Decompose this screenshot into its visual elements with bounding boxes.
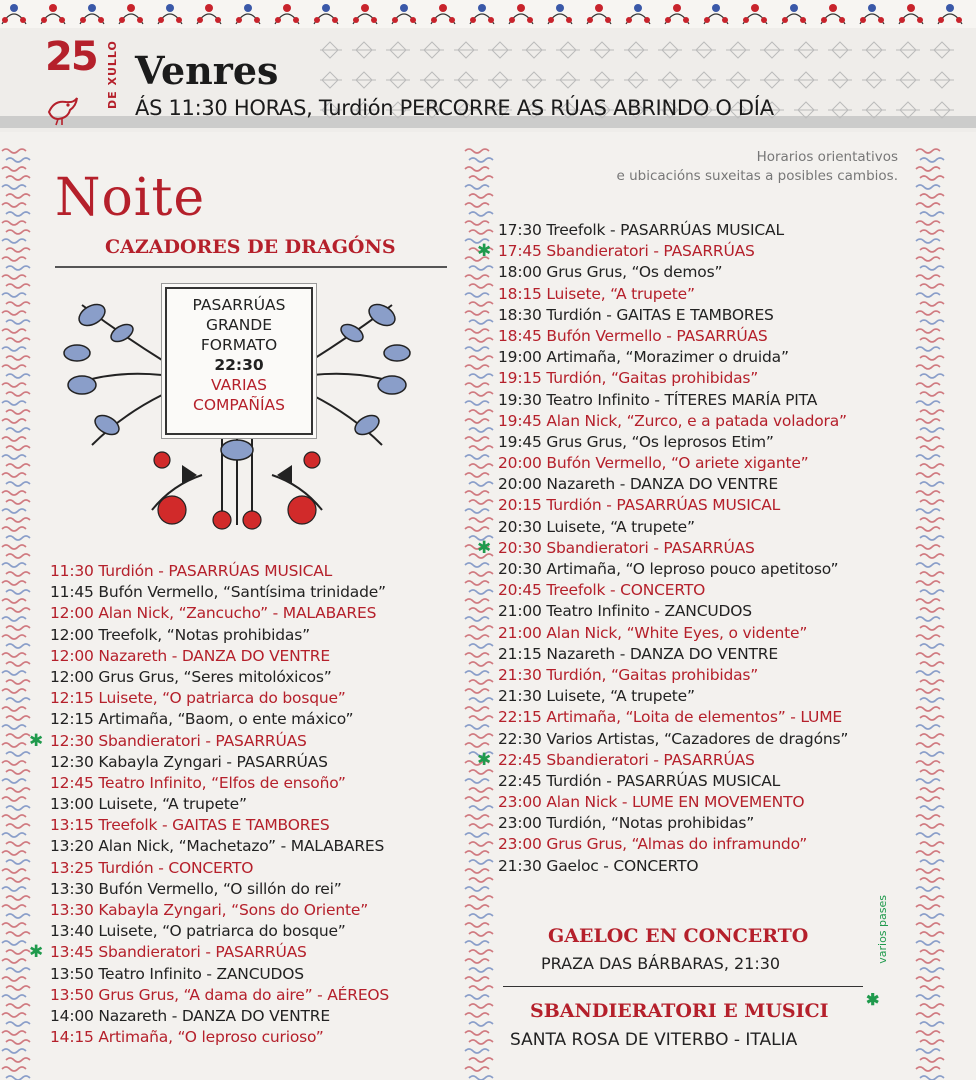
schedule-item-text: 19:45 Alan Nick, “Zurco, e a patada voladora” <box>498 411 847 430</box>
schedule-item <box>50 752 389 773</box>
asterisk-icon: ✱ <box>477 537 492 558</box>
schedule-item-text: 14:15 Artimaña, “O leproso curioso” <box>50 1028 324 1047</box>
schedule-item <box>50 667 389 688</box>
schedule-item-text: 21:30 Luisete, “A trupete” <box>498 687 695 706</box>
schedule-item-text: 13:40 Luisete, “O patriarca do bosque” <box>50 922 346 941</box>
feature-time: 22:30 <box>214 356 264 374</box>
schedule-item <box>498 517 848 538</box>
feature-line-6: COMPAÑÍAS <box>193 396 285 414</box>
schedule-item <box>50 1027 389 1048</box>
schedule-item-text: 18:00 Grus Grus, “Os demos” <box>498 263 723 282</box>
schedule-item <box>50 815 389 836</box>
schedule-item <box>498 623 848 644</box>
note-line-1: Horarios orientativos <box>756 149 898 165</box>
schedule-item-text: 23:00 Alan Nick - LUME EN MOVEMENTO <box>498 793 805 812</box>
section-divider <box>55 266 447 268</box>
schedule-item <box>498 262 848 283</box>
asterisk-icon: ✱ <box>477 241 492 262</box>
schedule-item <box>498 813 848 834</box>
schedule-item-text: 13:15 Treefolk - GAITAS E TAMBORES <box>50 816 330 835</box>
schedule-item <box>50 836 389 857</box>
schedule-item-text: 20:30 Sbandieratori - PASARRÚAS <box>498 538 755 557</box>
schedule-item <box>498 220 848 241</box>
schedule-item-text: 21:00 Alan Nick, “White Eyes, o vidente” <box>498 623 808 642</box>
schedule-item <box>498 644 848 665</box>
schedule-item <box>498 432 848 453</box>
schedule-item-text: 19:15 Turdión, “Gaitas prohibidas” <box>498 369 759 388</box>
feature-line-2: GRANDE <box>205 316 273 334</box>
schedule-item <box>498 474 848 495</box>
schedule-item <box>50 964 389 985</box>
schedule-item <box>498 284 848 305</box>
schedule-item-text: 23:00 Turdión, “Notas prohibidas” <box>498 814 755 833</box>
side-pattern-right <box>914 145 946 1080</box>
section-subtitle: CAZADORES DE DRAGÓNS <box>105 236 396 258</box>
schedule-item <box>498 305 848 326</box>
schedule-item <box>50 1006 389 1027</box>
schedule-item-text: 20:15 Turdión - PASARRÚAS MUSICAL <box>498 496 781 515</box>
schedule-item-text: 19:00 Artimaña, “Morazimer o druida” <box>498 348 789 367</box>
schedule-item <box>50 879 389 900</box>
schedule-item-text: 21:30 Gaeloc - CONCERTO <box>498 856 699 875</box>
schedule-item-text: 12:45 Teatro Infinito, “Elfos de ensoño” <box>50 773 346 792</box>
varios-pases-label: varios pases <box>876 895 889 964</box>
schedule-item-text: 11:45 Bufón Vermello, “Santísima trinidade” <box>50 583 386 602</box>
schedule-item-text: 13:50 Grus Grus, “A dama do aire” - AÉREOS <box>50 985 390 1004</box>
schedule-item-text: 20:30 Artimaña, “O leproso pouco apetitoso” <box>498 560 839 578</box>
schedule-item <box>50 688 389 709</box>
schedule-item-text: 14:00 Nazareth - DANZA DO VENTRE <box>50 1006 330 1025</box>
schedule-item <box>498 368 848 389</box>
schedule-item <box>50 985 389 1006</box>
schedule-item <box>50 625 389 646</box>
schedule-item <box>498 686 848 707</box>
schedule-item-text: 20:30 Luisete, “A trupete” <box>498 517 695 536</box>
schedule-item-text: 23:00 Grus Grus, “Almas do inframundo” <box>498 835 808 854</box>
schedule-item-text: 13:20 Alan Nick, “Machetazo” - MALABARES <box>50 837 385 856</box>
asterisk-icon: ✱ <box>29 730 44 751</box>
schedule-item-text: 21:00 Teatro Infinito - ZANCUDOS <box>498 602 752 621</box>
schedule-item <box>50 582 389 603</box>
schedule-item-text: 18:15 Luisete, “A trupete” <box>498 284 695 303</box>
schedule-item <box>498 326 848 347</box>
schedule-item-text: 13:30 Bufón Vermello, “O sillón do rei” <box>50 879 342 898</box>
sbandieratori-title: SBANDIERATORI E MUSICI <box>530 1000 829 1022</box>
bird-icon <box>46 92 80 126</box>
schedule-item <box>498 707 848 728</box>
asterisk-icon: ✱ <box>866 990 880 1009</box>
gaeloc-place: PRAZA DAS BÁRBARAS, 21:30 <box>541 954 781 973</box>
schedule-item-text: 17:30 Treefolk - PASARRÚAS MUSICAL <box>498 221 784 239</box>
schedule-item-text: 12:00 Grus Grus, “Seres mitolóxicos” <box>50 667 332 686</box>
schedule-item-text: 19:30 Teatro Infinito - TÍTERES MARÍA PITA <box>498 390 818 409</box>
schedule-item-text: 12:00 Treefolk, “Notas prohibidas” <box>50 625 310 644</box>
schedule-right-list <box>477 220 849 877</box>
schedule-item <box>50 900 389 921</box>
asterisk-icon: ✱ <box>29 942 44 963</box>
schedule-item-text: 12:30 Kabayla Zyngari - PASARRÚAS <box>50 752 328 771</box>
note-line-2: e ubicacións suxeitas a posibles cambios. <box>616 168 898 184</box>
schedule-item-text: 11:30 Turdión - PASARRÚAS MUSICAL <box>50 562 333 580</box>
schedule-left-list <box>29 561 390 1048</box>
schedule-item <box>50 709 389 730</box>
folk-pattern-top-band <box>0 0 976 28</box>
weekday-title: Venres <box>135 48 279 93</box>
schedule-item-text: 12:15 Luisete, “O patriarca do bosque” <box>50 689 346 708</box>
section-title-noite: Noite <box>55 168 206 228</box>
schedule-item <box>498 453 848 474</box>
schedule-item <box>498 580 848 601</box>
schedule-item-text: 22:30 Varios Artistas, “Cazadores de dragóns” <box>498 729 849 748</box>
schedule-item-text: 20:45 Treefolk - CONCERTO <box>498 581 706 600</box>
schedule-item-text: 13:45 Sbandieratori - PASARRÚAS <box>50 943 307 962</box>
schedule-item-text: 21:30 Turdión, “Gaitas prohibidas” <box>498 665 759 684</box>
schedule-item <box>498 559 848 580</box>
feature-line-5: VARIAS <box>211 376 267 394</box>
schedule-item <box>498 856 848 877</box>
sbandieratori-place: SANTA ROSA DE VITERBO - ITALIA <box>510 1030 798 1050</box>
schedule-item <box>498 411 848 432</box>
schedule-item <box>498 834 848 855</box>
schedule-item-text: 22:45 Turdión - PASARRÚAS MUSICAL <box>498 771 781 790</box>
schedule-item <box>50 921 389 942</box>
schedule-item <box>50 646 389 667</box>
schedule-item-text: 22:15 Artimaña, “Loita de elementos” - LUME <box>498 708 842 727</box>
asterisk-icon: ✱ <box>477 749 492 770</box>
schedule-item <box>29 730 389 752</box>
schedule-item <box>498 390 848 411</box>
feature-line-3: FORMATO <box>200 336 278 354</box>
schedule-item-text: 12:00 Nazareth - DANZA DO VENTRE <box>50 646 330 665</box>
schedule-item-text: 18:30 Turdión - GAITAS E TAMBORES <box>498 305 774 324</box>
date-month: DE XULLO <box>106 40 119 109</box>
schedule-item <box>498 601 848 622</box>
schedule-item <box>498 665 848 686</box>
schedule-item-text: 13:50 Teatro Infinito - ZANCUDOS <box>50 964 304 983</box>
highlight-divider <box>503 986 863 987</box>
schedule-item <box>477 749 848 771</box>
schedule-item-text: 17:45 Sbandieratori - PASARRÚAS <box>498 242 755 261</box>
schedule-item-text: 13:25 Turdión - CONCERTO <box>50 858 254 877</box>
schedule-note <box>617 148 898 186</box>
schedule-item-text: 21:15 Nazareth - DANZA DO VENTRE <box>498 644 778 663</box>
schedule-item-text: 19:45 Grus Grus, “Os leprosos Etim” <box>498 432 774 451</box>
schedule-item <box>498 495 848 516</box>
feature-line-1: PASARRÚAS <box>192 296 286 314</box>
schedule-item <box>29 942 389 963</box>
schedule-item <box>50 603 389 624</box>
schedule-item-text: 22:45 Sbandieratori - PASARRÚAS <box>498 750 755 769</box>
schedule-item <box>498 347 848 368</box>
schedule-item <box>498 771 848 792</box>
opening-subtitle: ÁS 11:30 HORAS, Turdión PERCORRE AS RÚAS ABRINDO O DÍA <box>135 96 774 120</box>
schedule-item-text: 12:00 Alan Nick, “Zancucho” - MALABARES <box>50 604 377 623</box>
side-pattern-left <box>0 145 32 1080</box>
date-day: 25 <box>45 34 97 80</box>
schedule-item <box>477 537 848 559</box>
schedule-item <box>498 729 848 750</box>
schedule-item <box>50 858 389 879</box>
schedule-item <box>50 773 389 794</box>
schedule-item-text: 12:30 Sbandieratori - PASARRÚAS <box>50 731 307 750</box>
schedule-item <box>498 792 848 813</box>
schedule-item-text: 13:30 Kabayla Zyngari, “Sons do Oriente” <box>50 901 369 919</box>
side-pattern-middle <box>463 145 495 1080</box>
schedule-item <box>50 794 389 815</box>
schedule-item-text: 20:00 Nazareth - DANZA DO VENTRE <box>498 475 778 494</box>
schedule-item <box>477 241 848 262</box>
gaeloc-title: GAELOC EN CONCERTO <box>548 925 809 947</box>
schedule-item-text: 18:45 Bufón Vermello - PASARRÚAS <box>498 326 768 345</box>
schedule-item-text: 12:15 Artimaña, “Baom, o ente máxico” <box>50 710 354 729</box>
schedule-item-text: 20:00 Bufón Vermello, “O ariete xigante” <box>498 454 809 473</box>
schedule-item <box>50 561 389 582</box>
feature-box-pasarruas <box>165 287 313 435</box>
schedule-item-text: 13:00 Luisete, “A trupete” <box>50 795 247 814</box>
